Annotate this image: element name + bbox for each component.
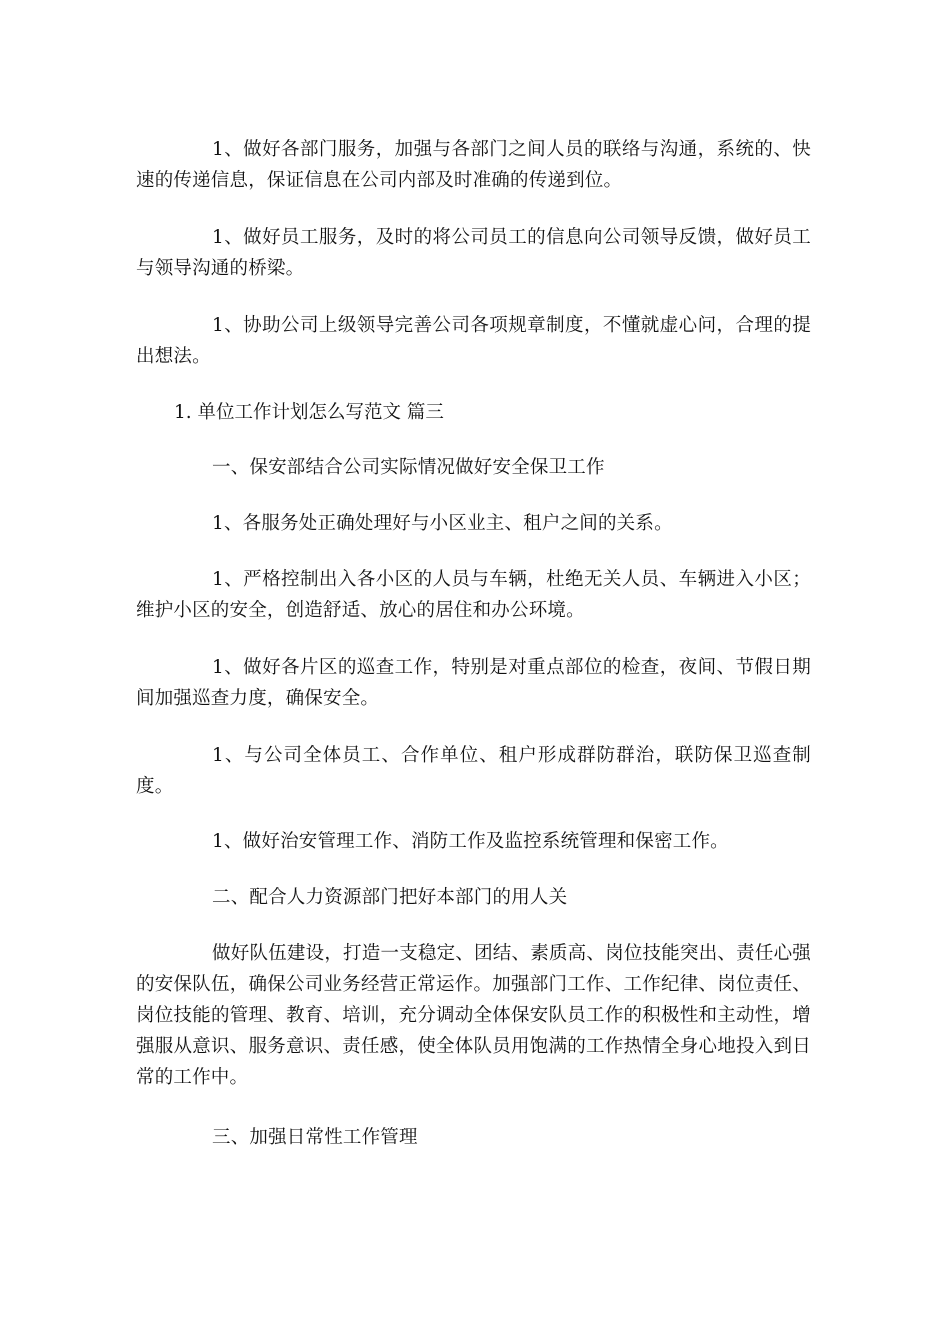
paragraph-resident-relations: 1、各服务处正确处理好与小区业主、租户之间的关系。 <box>212 513 673 534</box>
heading-security-work: 一、保安部结合公司实际情况做好安全保卫工作 <box>212 457 605 478</box>
paragraph-employee-service: 1、做好员工服务，及时的将公司员工的信息向公司领导反馈，做好员工与领导沟通的桥梁。 <box>136 227 811 279</box>
paragraph-public-order: 1、做好治安管理工作、消防工作及监控系统管理和保密工作。 <box>212 831 729 852</box>
paragraph-team-building: 做好队伍建设，打造一支稳定、团结、素质高、岗位技能突出、责任心强的安保队伍，确保公司业务经营正常运作。加强部门工作、工作纪律、岗位责任、岗位技能的管理、教育、培训，充分调动全体保安队员工作的积极性和主动性，增强服从意识、服务意识、责任感，使全体队员用饱满的工作热情全身心地投入到日常的工作中。 <box>136 943 811 1088</box>
paragraph-assist-leadership: 1、协助公司上级领导完善公司各项规章制度，不懂就虚心问，合理的提出想法。 <box>136 315 811 367</box>
heading-hr-cooperation: 二、配合人力资源部门把好本部门的用人关 <box>212 887 568 908</box>
section-heading-part-three: 1. 单位工作计划怎么写范文 篇三 <box>174 402 444 423</box>
heading-daily-management: 三、加强日常性工作管理 <box>212 1127 418 1148</box>
paragraph-department-service: 1、做好各部门服务，加强与各部门之间人员的联络与沟通，系统的、快速的传递信息，保证信息在公司内部及时准确的传递到位。 <box>136 139 811 191</box>
paragraph-patrol-work: 1、做好各片区的巡查工作，特别是对重点部位的检查，夜间、节假日期间加强巡查力度，确保安全。 <box>136 657 811 709</box>
paragraph-joint-defense: 1、与公司全体员工、合作单位、租户形成群防群治，联防保卫巡查制度。 <box>136 745 811 797</box>
paragraph-access-control: 1、严格控制出入各小区的人员与车辆，杜绝无关人员、车辆进入小区；维护小区的安全，创造舒适、放心的居住和办公环境。 <box>136 569 811 621</box>
